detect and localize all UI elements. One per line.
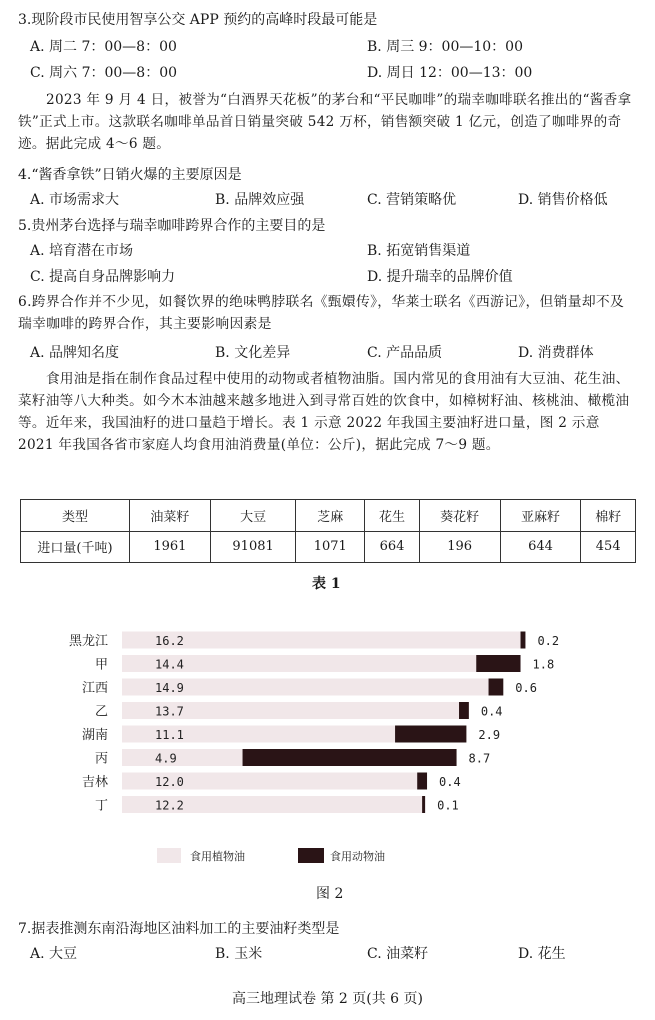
animal-oil-bar — [489, 679, 504, 696]
plant-value-label: 4.9 — [155, 751, 177, 766]
page-footer: 高三地理试卷 第 2 页(共 6 页) — [232, 991, 423, 1007]
table-cell: 454 — [581, 531, 636, 563]
table-header-cell: 花生 — [365, 500, 420, 532]
animal-oil-bar — [459, 702, 469, 719]
animal-oil-bar — [521, 632, 526, 649]
q6-stem: 6.跨界合作并不少见，如餐饮界的绝味鸭脖联名《甄嬛传》，华莱士联名《西游记》，但销量却不及瑞幸咖啡的跨界合作，其主要影响因素是 — [18, 294, 625, 332]
animal-oil-bar — [395, 726, 466, 743]
q6-option-a: A. 品牌知名度 — [30, 345, 120, 361]
q4-option-d: D. 销售价格低 — [518, 192, 608, 208]
table-header-cell: 油菜籽 — [130, 500, 211, 532]
animal-value-label: 0.4 — [439, 775, 461, 789]
category-label: 丁 — [94, 798, 108, 814]
plant-value-label: 11.1 — [155, 728, 184, 742]
table-header-cell: 棉籽 — [581, 500, 636, 532]
category-label: 江西 — [81, 681, 108, 696]
q5-option-b: B. 拓宽销售渠道 — [367, 243, 471, 259]
passage-2: 食用油是指在制作食品过程中使用的动物或者植物油脂。国内常见的食用油有大豆油、花生油、菜籽油等八大种类。如今木本油越来越多地进入到寻常百姓的饮食中，如樟树籽油、核桃油、橄榄油等。近年来，我国油籽的进口量趋于增长。表 1 示意 2022 年我国主要油籽进口量，图 2 示意 2021 年我国各省市家庭人均食用油消费量(单位：公斤)，据此完成 7～9 题。 — [18, 371, 630, 453]
q7-option-a: A. 大豆 — [30, 946, 78, 962]
q6-option-d: D. 消费群体 — [518, 345, 594, 361]
table-header-cell: 芝麻 — [296, 500, 365, 532]
animal-oil-bar — [417, 773, 427, 790]
animal-value-label: 1.8 — [532, 657, 555, 672]
q7-option-d: D. 花生 — [518, 946, 566, 962]
table-cell: 196 — [419, 531, 500, 563]
table-header-cell: 亚麻籽 — [500, 500, 581, 532]
legend-label-plant: 食用植物油 — [190, 850, 245, 863]
q4-option-c: C. 营销策略优 — [367, 192, 457, 208]
category-label: 黑龙江 — [68, 634, 108, 649]
table-header-cell: 大豆 — [210, 500, 296, 532]
animal-value-label: 0.2 — [537, 634, 560, 648]
table-caption: 表 1 — [312, 576, 341, 592]
category-label: 湖南 — [81, 728, 108, 743]
q4-option-a: A. 市场需求大 — [30, 192, 120, 208]
q3-option-a: A. 周二 7：00—8：00 — [30, 39, 177, 55]
animal-value-label: 2.9 — [478, 728, 501, 742]
table-cell: 644 — [500, 531, 581, 563]
table-cell: 91081 — [210, 531, 296, 563]
legend-swatch-plant — [157, 848, 181, 863]
category-label: 甲 — [94, 657, 108, 673]
plant-value-label: 14.4 — [155, 657, 184, 672]
q7-option-b: B. 玉米 — [215, 946, 263, 962]
table-cell: 664 — [365, 531, 420, 563]
q5-option-a: A. 培育潜在市场 — [30, 243, 134, 259]
table-cell: 1071 — [296, 531, 365, 563]
q3-option-c: C. 周六 7：00—8：00 — [30, 65, 178, 81]
q5-stem: 5.贵州茅台选择与瑞幸咖啡跨界合作的主要目的是 — [18, 218, 326, 234]
table-header-cell: 葵花籽 — [419, 500, 500, 532]
category-label: 乙 — [94, 704, 108, 720]
legend-label-animal: 食用动物油 — [330, 850, 385, 863]
q6-option-b: B. 文化差异 — [215, 345, 291, 361]
q5-option-d: D. 提升瑞幸的品牌价值 — [367, 269, 513, 285]
animal-value-label: 0.4 — [480, 704, 503, 719]
category-label: 吉林 — [81, 775, 108, 790]
q4-stem: 4.“酱香拿铁”日销火爆的主要原因是 — [18, 167, 242, 183]
table-header-row — [21, 500, 636, 532]
animal-oil-bar — [476, 655, 520, 672]
figure-caption: 图 2 — [316, 886, 344, 902]
animal-oil-bar — [422, 796, 425, 813]
animal-value-label: 0.1 — [437, 798, 459, 813]
animal-oil-bar — [243, 749, 457, 766]
q3-stem: 3.现阶段市民使用智享公交 APP 预约的高峰时段最可能是 — [18, 12, 378, 28]
plant-value-label: 16.2 — [155, 634, 184, 648]
table-cell: 1961 — [130, 531, 211, 563]
q3-option-b: B. 周三 9：00—10：00 — [367, 39, 523, 55]
q5-option-c: C. 提高自身品牌影响力 — [30, 269, 176, 285]
q3-option-d: D. 周日 12：00—13：00 — [367, 65, 533, 81]
legend-swatch-animal — [298, 848, 324, 863]
table-row — [21, 531, 636, 563]
plant-value-label: 12.0 — [155, 775, 184, 789]
category-label: 丙 — [94, 751, 108, 767]
table-header-label: 类型 — [21, 500, 130, 532]
q7-option-c: C. 油菜籽 — [367, 946, 429, 962]
table-row-label: 进口量(千吨) — [21, 531, 130, 563]
plant-value-label: 12.2 — [155, 798, 184, 813]
consumption-chart — [0, 600, 655, 900]
q7-stem: 7.据表推测东南沿海地区油料加工的主要油籽类型是 — [18, 921, 340, 937]
animal-value-label: 8.7 — [468, 751, 491, 766]
passage-1: 2023 年 9 月 4 日，被誉为“白酒界天花板”的茅台和“平民咖啡”的瑞幸咖啡联名推出的“酱香拿铁”正式上市。这款联名咖啡单品首日销量突破 542 万杯，销售额突破 1 亿元，创造了咖啡界的奇迹。据此完成 4～6 题。 — [18, 92, 632, 152]
animal-value-label: 0.6 — [515, 681, 537, 695]
plant-oil-bar — [122, 749, 243, 766]
q6-option-c: C. 产品品质 — [367, 345, 443, 361]
q4-option-b: B. 品牌效应强 — [215, 192, 305, 208]
plant-value-label: 14.9 — [155, 681, 184, 695]
import-table — [20, 499, 636, 563]
plant-value-label: 13.7 — [155, 704, 184, 719]
